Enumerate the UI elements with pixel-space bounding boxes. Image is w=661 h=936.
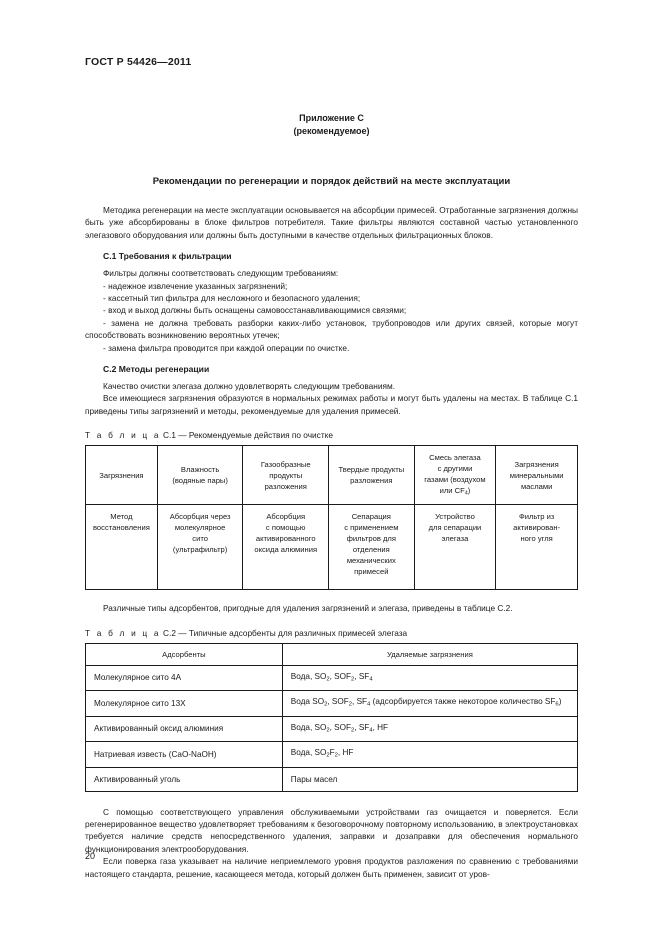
- standard-header: ГОСТ Р 54426—2011: [85, 56, 192, 68]
- closing-block: [85, 806, 578, 880]
- cell-line: Фильтр из: [518, 512, 555, 522]
- cell-line: молекулярное: [174, 523, 226, 533]
- table-c1-header-row: [86, 446, 578, 505]
- table-c1-header-cell: [414, 446, 496, 505]
- table-c2-caption-dash: —: [178, 627, 187, 638]
- cell-line: примесей: [354, 567, 389, 577]
- list-item: - надежное извлечение указанных загрязнений;: [103, 280, 288, 291]
- cell-line: фильтров для: [346, 534, 396, 544]
- section-heading-c1: С.1 Требования к фильтрации: [103, 251, 232, 262]
- cell-line: с помощью: [265, 523, 306, 533]
- table-c2-caption-text: Типичные адсорбенты для различных примесей элегаза: [188, 627, 408, 638]
- table-c2-cell-contaminant: Вода $SO_2$, $SOF_2$, $SF_4$ (адсорбируется также некоторое количество $SF_6$): [282, 691, 577, 716]
- cell-line: Смесь элегаза: [429, 452, 481, 462]
- list-item: - кассетный тип фильтра для несложного и безопасного удаления;: [103, 293, 361, 304]
- table-c1-caption-text: Рекомендуемые действия по очистке: [188, 430, 333, 441]
- table-c2-header-row: [86, 643, 578, 665]
- cell-line: отделения: [352, 545, 390, 555]
- table-c2-cell-adsorbent: Активированный уголь: [86, 767, 283, 791]
- page-number: 20: [85, 851, 96, 861]
- table-c1: [85, 445, 578, 590]
- cell-line: активирован-: [513, 523, 561, 533]
- cell-line: разложения: [264, 481, 307, 491]
- cell-line: Влажность: [180, 465, 220, 475]
- table-c2-header-cell-contaminants: Удаляемые загрязнения: [282, 643, 577, 665]
- table-c2-cell-adsorbent: Активированный оксид алюминия: [86, 716, 283, 741]
- c1-lead-text: Фильтры должны соответствовать следующим требованиям:: [103, 268, 339, 279]
- table-row: [86, 505, 578, 590]
- table-c1-header-cell: [329, 446, 415, 505]
- closing-paragraph-2: Если поверка газа указывает на наличие неприемлемого уровня продуктов разложения по сравнению с требованиями настоящего стандарта, решение, касающееся метода, который должен быть применен, зависит от уров-: [85, 856, 578, 879]
- list-item: - вход и выход должны быть оснащены самовосстанавливающимися связями;: [103, 305, 407, 316]
- cell-line-formula: или $CF_4$): [439, 485, 471, 496]
- cell-line: газами (воздухом: [424, 474, 486, 484]
- page-content: [85, 56, 578, 880]
- between-tables-paragraph: Различные типы адсорбентов, пригодные для удаления загрязнений и элегаза, приведены в таблице С.2.: [103, 603, 513, 614]
- cell-line: оксида алюминия: [254, 545, 318, 555]
- table-c1-cell: [329, 505, 415, 590]
- page-title: Рекомендации по регенерации и порядок действий на месте эксплуатации: [152, 176, 511, 187]
- table-c2-cell-contaminant: Вода, $SO_2$, $SOF_2$, $SF_4$, HF: [282, 716, 577, 741]
- cell-line: активированного: [255, 534, 316, 544]
- cell-line: продукты: [269, 470, 303, 480]
- cell-line: Устройство: [435, 512, 475, 522]
- cell-line: сито: [192, 534, 208, 544]
- table-c1-header-cell: [496, 446, 578, 505]
- appendix-heading: [85, 112, 578, 138]
- table-c1-caption-prefix: Т а б л и ц а: [85, 430, 161, 441]
- cell-line: Сепарация: [351, 512, 391, 522]
- table-c2-cell-adsorbent: Молекулярное сито 4А: [86, 665, 283, 690]
- table-c1-header-cell: [243, 446, 329, 505]
- cell-line: Абсорбция через: [169, 512, 231, 522]
- table-c1-header-cell: [157, 446, 243, 505]
- section-heading-c2: С.2 Методы регенерации: [103, 364, 210, 375]
- cell-line: Загрязнения: [514, 459, 559, 469]
- table-c2-cell-contaminant: Вода, $SO_2$, $SOF_2$, $SF_4$: [282, 665, 577, 690]
- table-c2-header-cell-adsorbents: Адсорбенты: [86, 643, 283, 665]
- cell-line: с другими: [437, 463, 473, 473]
- cell-line: минеральными: [509, 470, 564, 480]
- table-c2-cell-adsorbent: Молекулярное сито 13Х: [86, 691, 283, 716]
- table-c1-cell: [414, 505, 496, 590]
- table-c1-caption-dash: —: [178, 430, 187, 441]
- c1-requirements-list: [85, 280, 578, 354]
- table-c1-cell: [243, 505, 329, 590]
- cell-line: механических: [346, 556, 396, 566]
- intro-paragraph: Методика регенерации на месте эксплуатации основывается на абсорбции примесей. Отработанные загрязнения должны быть уже абсорбированы в блоке фильтров потребителя. Такие фильтры являются составной частью установленного элегазового оборудования или должны быть доступными в качестве отдельных фильтрационных блоков.: [85, 205, 578, 240]
- table-c2-cell-contaminant: Вода, $SO_2F_2$, HF: [282, 742, 577, 767]
- cell-line: для сепарации: [428, 523, 482, 533]
- table-row: [86, 665, 578, 690]
- list-item: - замена не должна требовать разборки каких-либо установок, трубопроводов или других связей, которые могут способствовать возникновению вероятных утечек;: [85, 317, 578, 341]
- table-row: [86, 691, 578, 716]
- table-c1-caption-number: С.1: [163, 430, 176, 441]
- c2-paragraph-2: Все имеющиеся загрязнения образуются в нормальных режимах работы и могут быть удалены на местах. В таблице С.1 приведены типы загрязнений и методы, рекомендуемые для удаления примесей.: [85, 393, 578, 416]
- table-c1-cell: [86, 505, 158, 590]
- cell-line: маслами: [520, 481, 553, 491]
- cell-line: Загрязнения: [99, 470, 144, 480]
- cell-line: Абсорбция: [266, 512, 306, 522]
- table-c1-caption: [85, 430, 578, 440]
- cell-line: ного угля: [520, 534, 553, 544]
- table-row: [86, 742, 578, 767]
- cell-line: (водяные пары): [172, 476, 228, 486]
- c2-paragraph-1: Качество очистки элегаза должно удовлетворять следующим требованиям.: [103, 381, 396, 392]
- table-c2-cell-adsorbent: Натриевая известь (CaO-NaOH): [86, 742, 283, 767]
- table-row: [86, 716, 578, 741]
- table-c2-caption: [85, 628, 578, 638]
- table-c1-cell: [496, 505, 578, 590]
- cell-line: с применением: [344, 523, 399, 533]
- appendix-status: (рекомендуемое): [293, 126, 370, 136]
- table-c2-caption-number: С.2: [163, 627, 176, 638]
- table-c2: [85, 643, 578, 792]
- table-c2-cell-contaminant: Пары масел: [282, 767, 577, 791]
- cell-line: элегаза: [441, 534, 469, 544]
- cell-line: Газообразные: [260, 459, 311, 469]
- closing-paragraph-1: С помощью соответствующего управления обслуживаемыми устройствами газ очищается и поверяется. Если регенерированное вещество удовлетворяет требованиям к безоговорочному повторному использованию, в электроустановках требуется наличие средств непосредственного удаления, заправки и дозаправки для обеспечения нормального функционирования электрооборудования.: [85, 806, 578, 854]
- cell-line: восстановления: [92, 523, 150, 533]
- table-c2-caption-prefix: Т а б л и ц а: [85, 627, 161, 638]
- table-c1-cell: [157, 505, 243, 590]
- cell-line: Твердые продукты: [338, 465, 405, 475]
- appendix-label: Приложение С: [299, 113, 364, 123]
- cell-line: Метод: [110, 512, 133, 522]
- table-row: [86, 767, 578, 791]
- cell-line: разложения: [350, 476, 393, 486]
- table-c1-header-cell: [86, 446, 158, 505]
- list-item: - замена фильтра проводится при каждой операции по очистке.: [103, 342, 350, 353]
- cell-line: (ультрафильтр): [172, 545, 228, 555]
